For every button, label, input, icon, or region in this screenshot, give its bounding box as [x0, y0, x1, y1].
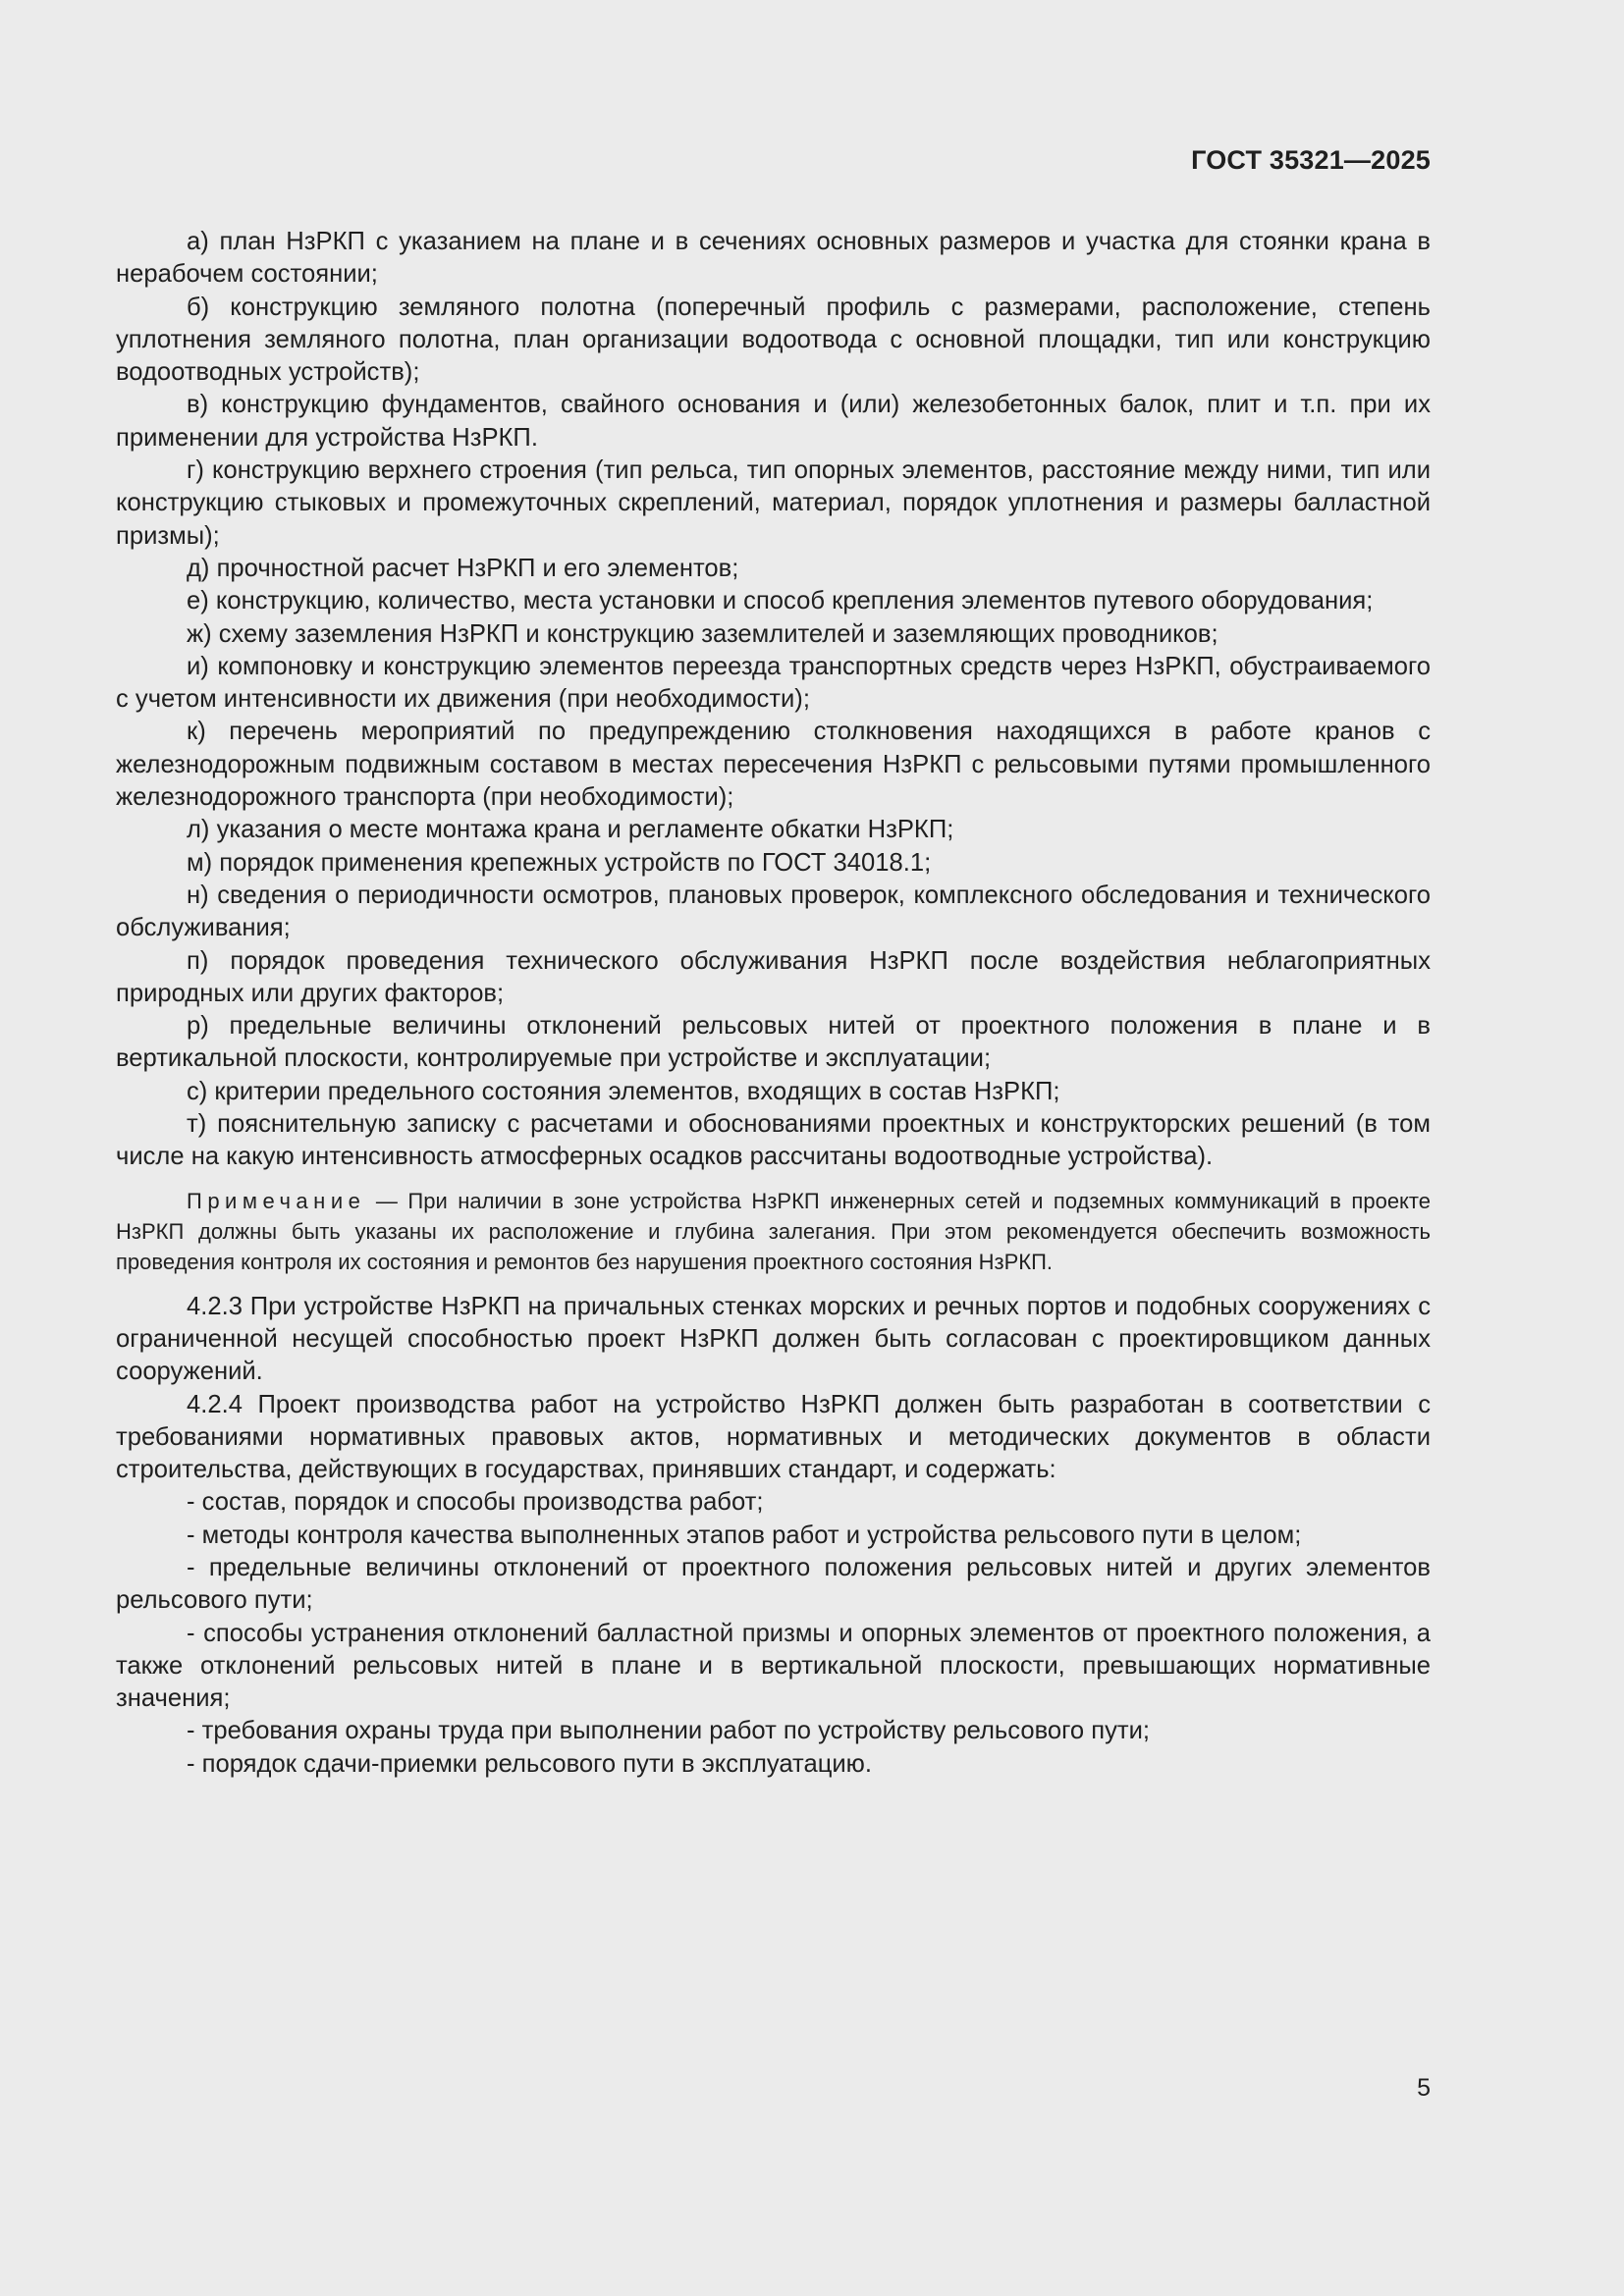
list-item-t: т) пояснительную записку с расчетами и обоснованиями проектных и конструкторских решений (в том числе на какую интенсивность атмосферных осадков рассчитаны водоотводные устройства). [116, 1110, 1431, 1171]
list-item-g: г) конструкцию верхнего строения (тип рельса, тип опорных элементов, расстояние между ними, тип или конструкцию стыковых и промежуточных скреплений, материал, порядок уплотнения и размеры балластной призмы); [116, 456, 1431, 550]
dash-item-1: - состав, порядок и способы производства работ; [187, 1488, 764, 1517]
list-item-zh: ж) схему заземления НзРКП и конструкцию заземлителей и заземляющих проводников; [187, 619, 1218, 648]
document-header: ГОСТ 35321—2025 [1191, 145, 1431, 175]
list-item-l: л) указания о месте монтажа крана и регламенте обкатки НзРКП; [187, 816, 954, 844]
list-item-e: е) конструкцию, количество, места установки и способ крепления элементов путевого оборудования; [187, 587, 1374, 615]
list-item-r: р) предельные величины отклонений рельсовых нитей от проектного положения в плане и в вертикальной плоскости, контролируемые при устройстве и эксплуатации; [116, 1012, 1431, 1073]
dash-item-2: - методы контроля качества выполненных этапов работ и устройства рельсового пути в целом; [187, 1521, 1302, 1549]
list-item-v: в) конструкцию фундаментов, свайного основания и (или) железобетонных балок, плит и т.п. при их применении для устройства НзРКП. [116, 391, 1431, 452]
note [116, 1186, 1431, 1277]
list-item-a: а) план НзРКП с указанием на плане и в сечениях основных размеров и участка для стоянки крана в нерабочем состоянии; [116, 228, 1431, 289]
list-item-s: с) критерии предельного состояния элементов, входящих в состав НзРКП; [187, 1077, 1060, 1105]
list-item-n: н) сведения о периодичности осмотров, плановых проверок, комплексного обследования и технического обслуживания; [116, 881, 1431, 942]
list-item-m: м) порядок применения крепежных устройств по ГОСТ 34018.1; [187, 848, 932, 877]
dash-item-4: - способы устранения отклонений балластной призмы и опорных элементов от проектного положения, а также отклонений рельсовых нитей в плане и в вертикальной плоскости, превышающих нормативные значения; [116, 1619, 1431, 1713]
dash-item-6: - порядок сдачи-приемки рельсового пути в эксплуатацию. [187, 1749, 872, 1778]
clause-4-2-3: 4.2.3 При устройстве НзРКП на причальных стенках морских и речных портов и подобных сооружениях с ограниченной несущей способностью проект НзРКП должен быть согласован с проектировщиком данных сооружений. [116, 1292, 1431, 1386]
page-number: 5 [1417, 2074, 1431, 2102]
list-item-k: к) перечень мероприятий по предупреждению столкновения находящихся в работе кранов с железнодорожным подвижным составом в местах пересечения НзРКП с рельсовыми путями промышленного железнодорожного транспорта (при необходимости); [116, 718, 1431, 812]
note-text: — При наличии в зоне устройства НзРКП инженерных сетей и подземных коммуникаций в проекте НзРКП должны быть указаны их расположение и глубина залегания. При этом рекомендуется обеспечить возможность проведения контроля их состояния и ремонтов без нарушения проектного состояния НзРКП. [116, 1188, 1431, 1274]
dash-item-5: - требования охраны труда при выполнении работ по устройству рельсового пути; [187, 1717, 1151, 1745]
clause-4-2-4: 4.2.4 Проект производства работ на устройство НзРКП должен быть разработан в соответствии с требованиями нормативных правовых актов, нормативных и методических документов в области строительства, действующих в государствах, принявших стандарт, и содержать: [116, 1390, 1431, 1484]
list-item-b: б) конструкцию земляного полотна (поперечный профиль с размерами, расположение, степень уплотнения земляного полотна, план организации водоотвода с основной площадки, тип или конструкцию водоотводных устройств); [116, 293, 1431, 387]
list-item-i: и) компоновку и конструкцию элементов переезда транспортных средств через НзРКП, обустраиваемого с учетом интенсивности их движения (при необходимости); [116, 652, 1431, 714]
list-item-d: д) прочностной расчет НзРКП и его элементов; [187, 554, 739, 582]
list-item-p: п) порядок проведения технического обслуживания НзРКП после воздействия неблагоприятных природных или других факторов; [116, 946, 1431, 1007]
document-body [116, 226, 1431, 1781]
dash-item-3: - предельные величины отклонений от проектного положения рельсовых нитей и других элементов рельсового пути; [116, 1553, 1431, 1615]
note-label: Примечание [187, 1188, 366, 1213]
